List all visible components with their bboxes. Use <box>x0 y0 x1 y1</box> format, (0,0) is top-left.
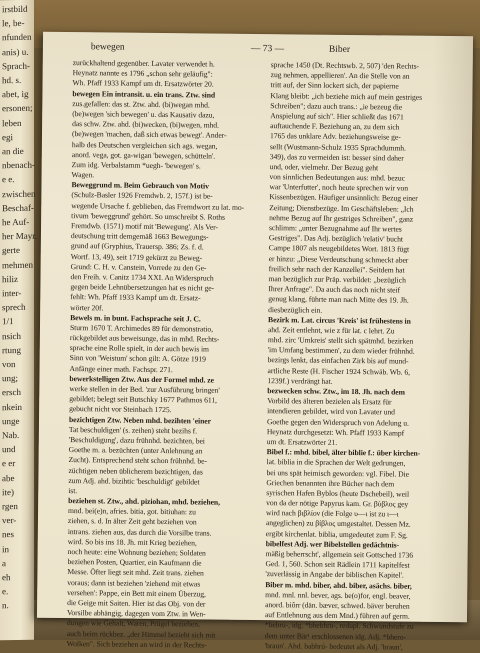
facing-page-fragment: Sprach- <box>2 60 30 72</box>
facing-page-fragment: egi <box>2 131 13 143</box>
facing-page-fragment: anis) u. <box>2 46 29 57</box>
text-line: schlimm: „unter Bezugnahme auf Ihr wertes <box>268 223 402 234</box>
text-line: ahd. Zeit entlehnt, wie z für lat. c lehrt. Zu <box>267 325 395 336</box>
text-line: Ged. 1, 560. Schon seit Rädlein 1711 kapitelfest <box>265 559 410 570</box>
text-line: Anspielung auf sich". Hier schließt das 1671 <box>270 111 404 122</box>
facing-page-fragment: a <box>2 557 6 569</box>
facing-page-fragment: irstbild <box>2 3 28 15</box>
facing-page-fragment: sprech <box>2 302 26 313</box>
text-line: Zucht). Entsprechend steht schon frühnhd. be- <box>68 455 208 466</box>
text-line: Wortf. 13, 49), seit 1719 gekürzt zu Beweg- <box>70 251 203 263</box>
facing-page-fragment: ersch <box>2 387 21 398</box>
text-line: syrischen Hafen Byblos (heute Dschebeil), weil <box>266 488 410 499</box>
facing-page-fragment: rgen <box>2 500 18 512</box>
text-line: Messe. Öfter liegt seit mhd. Zeit trans. ziehen <box>67 567 204 578</box>
text-line: deutschung tritt demgemäß 1663 Bewegungs- <box>70 231 209 242</box>
text-line: Gestriges". Das Adj. bezüglich 'relativ' bucht <box>268 233 404 244</box>
text-line: mnd. mnl. nnl. bever, ags. be(o)for, engl. beaver, <box>265 589 411 601</box>
text-line: Vorbild des älteren bezielen als Ersatz für <box>267 396 392 407</box>
facing-page-fragment: in <box>2 543 10 554</box>
text-line: 'im Umfang bestimmen', zu dem wieder frühnhd. <box>267 345 415 356</box>
facing-page-fragment: nes <box>2 529 14 540</box>
text-line: tritt auf, der Sinn lockert sich, der papierne <box>270 80 399 91</box>
text-line: Zeitung; Dienstbezüge. Im Geschäftsleben: „Ich <box>269 202 414 214</box>
facing-page-fragment: rtung <box>2 344 21 356</box>
text-line: bewegen Ein intransit. u. ein trans. Ztw. sind <box>72 88 216 100</box>
text-line: 'Beschuldigung', dazu frühnhd. bezichten, bei <box>68 434 205 446</box>
text-line: angeglichen) zu βίβλος umgestaltet. Dessen Mz. <box>265 518 411 530</box>
text-line: Bibel f.: mhd. bibel, älter biblie f.: über kirchen- <box>266 447 421 458</box>
right-headword: Biber <box>328 44 351 55</box>
facing-page-fragment: abet, ig <box>2 88 29 100</box>
text-line: bibelfest Adj. wer Bibelstellen gedächtnis- <box>265 538 400 550</box>
facing-page-fragment: hiliz <box>2 273 18 285</box>
text-line: Wh. Pfaff 1933 Kampf um dt. Ersatzwörter 20. <box>72 78 214 89</box>
text-line: dungen wie Gehalt, Waren, Prügel beziehen, <box>66 618 200 629</box>
text-line: grund auf (Gryphius, Trauersp. 386; Zs. f. d. <box>70 241 204 252</box>
text-line: gebucht nicht vor Steinbach 1725. <box>69 404 172 415</box>
text-line: den Freih. v. Canitz 1734 XXI. An Widerspruch <box>70 272 214 283</box>
text-line: fehlt: Wh. Pfaff 1933 Kampf um dt. Ersatz- <box>70 292 201 303</box>
text-line: Sturm 1670 T. Archimedes 89 für demonstratio, <box>69 322 214 334</box>
text-line: bei uns spät heimisch geworden: vgl. Fibel. Die <box>266 467 410 479</box>
text-line: nehme Bezug auf Ihr gestriges Schreiben", ganz <box>269 212 414 224</box>
facing-page-fragment: nfunden <box>2 32 32 43</box>
facing-page-fragment: an die <box>2 145 24 157</box>
text-line: Biber m. mhd. biber, ahd. biber, asächs. biber, <box>265 579 412 591</box>
text-line: Heynatz durchgesetzt: Wh. Pfaff 1933 Kampf <box>266 426 405 438</box>
facing-page-fragment: nkein <box>2 401 22 412</box>
text-line: Fremdwb. (1571) motif mit 'Bewegung'. Als Ver- <box>71 221 219 232</box>
text-line: versehen': Pappe, ein Bett mit einem Überzug, <box>67 587 206 599</box>
text-line: Tat beschuldigen' (s. zeihen) steht bezihs f. <box>68 424 198 436</box>
text-line: Kissenbezügen. Häufiger unsinnlich: Bezug einer <box>269 192 418 204</box>
text-line: war 'Unterfutter', noch heute sprechen wir von <box>269 182 409 193</box>
text-line: 1765 das unklare Adv. beziehungsweise ge- <box>269 131 401 142</box>
text-line: von sinnlichen Bedeutungen aus: mhd. bezuc <box>269 172 406 183</box>
text-line: ziehen, s. d. In älter Zeit geht beziehen von <box>67 516 197 527</box>
text-line: genug klang, führte man nach Mitte des 19. Jh. <box>268 294 409 305</box>
text-line: zurückhaltend gegenüber. Lavater verwendet h. <box>72 58 215 69</box>
text-line: Campe 1807 als neugebildetes Wort. 1813 fügt <box>268 243 410 254</box>
text-line: man bezüglich zur Präp. verbildet: „bezüglich <box>268 274 406 285</box>
facing-page-fragment: ite) <box>2 486 14 498</box>
left-headword: bewegen <box>90 42 125 53</box>
text-line: rückgebildet aus beweisunge, das in mhd. Rechts- <box>69 333 220 344</box>
text-line: Beweggrund m. Beim Gebrauch von Motiv <box>71 180 209 191</box>
facing-page-fragment: n. <box>2 600 9 611</box>
text-line: sprache eine Rolle spielt, in der auch bewis im <box>69 343 209 354</box>
text-line: dem unter Bär¹ erschlossenen idg. Adj. *bhero- <box>264 630 407 642</box>
text-line: artliche Reste (H. Fischer 1924 Schwäb. Wb. 6, <box>267 365 411 377</box>
text-line: das schw. Ztw. ahd. (bi)wecken, (bi)wegen, mhd. <box>72 119 219 130</box>
text-line: noch heute: eine Wohnung beziehen; Soldaten <box>67 547 206 558</box>
text-line: Zum idg. Verbalstamm *uegh- 'bewegen' s. <box>71 159 201 171</box>
text-line: mnd. bei(e)n, afries. bitia, got. bitiuhan: zu <box>68 506 196 517</box>
facing-page-fragment: eh <box>2 572 11 583</box>
facing-page-fragment: unge <box>2 415 20 427</box>
text-line: beziehen Posten, Quartier, ein Kaufmann die <box>67 557 202 568</box>
text-line: Heynatz nannte es 1796 „schon sehr geläufig": <box>72 68 213 79</box>
text-line: Wagen. <box>71 170 95 180</box>
text-line: von da der nötige Papyrus kam. Gr. βύβλος gey <box>266 498 409 509</box>
facing-page-fragment: Nab. <box>2 429 20 441</box>
text-line: intrans. ziehen aus, das durch die Vorsilbe trans. <box>67 526 212 538</box>
text-line: wegende Ursache f. geblieben, das Fremdwort zu lat. mo- <box>71 200 245 212</box>
text-line: Vorsilbe abhängig, dagegen vom Ztw. in Wen- <box>66 608 206 619</box>
text-line: *bebru-, idg. *bhebhru-, redupl. Schwundstufe zu <box>264 620 414 631</box>
text-line: auch beim rückbez. „der Himmel bezieht sich mit <box>66 628 216 640</box>
text-line: diesbezüglich ein. <box>268 304 323 315</box>
text-line: freilich sehr nach der Kanzellei". Seitdem hat <box>268 263 405 275</box>
right-column <box>264 60 459 652</box>
text-line: wird nach βιβλίον (die Folge υ—ι ist zu ι—ι <box>266 508 399 519</box>
text-line: und, oder, vielmehr. Der Bezug geht <box>269 162 379 173</box>
text-line: sprache 1450 (Dt. Rechtswb. 2, 507) 'den Rechts- <box>270 60 420 71</box>
facing-page-fragment: von <box>2 359 16 370</box>
text-line: er hinzu: „Diese Verdeutschung schmeckt aber <box>268 253 409 265</box>
text-line: Klang bleibt: „ich beziehe mich auf mein gestriges <box>270 90 423 102</box>
facing-page-fragment: abe <box>2 472 15 483</box>
text-line: Bewels m. in bunt. Fachsprache seit J. C. <box>70 312 201 324</box>
facing-page-fragment: her Mayr. <box>2 230 37 242</box>
text-line: 'zuverlässig in Angabe der biblischen Kapitel'. <box>265 569 404 580</box>
text-line: zug nehmen, appellieren'. An die Stelle von an <box>270 70 410 81</box>
page-number: — 73 — <box>250 43 285 55</box>
text-line: (Schulz-Basler 1926 Fremdwb. 2, 157f.) ist be- <box>71 190 213 201</box>
text-line: die Geige mit Saiten. Hier ist das Obj. von der <box>67 597 206 609</box>
text-line: Goethe gegen den Widerspruch von Adelung u. <box>266 416 409 428</box>
facing-page-fragment: mehmen <box>2 259 33 270</box>
text-line: zum Adj. ahd. bizihtic 'beschuldigt' gebildet <box>68 475 200 487</box>
text-line: 349), das zu vermeiden ist: besser sind daher <box>269 151 404 163</box>
text-line: Grund: C. H. v. Canstein, Vorrede zu den Ge- <box>70 261 207 273</box>
text-line: tivum 'beweggrund' gehört. So umschreibt S. Roths <box>71 210 226 222</box>
text-line: bewerkstelligen Ztw. Aus der Formel mhd. ze <box>69 373 215 385</box>
text-line: Griechen benannten ihre Bücher nach dem <box>266 477 395 489</box>
facing-page-fragment: le, be- <box>2 18 25 29</box>
text-line: um dt. Ersatzwörter 21. <box>266 437 338 447</box>
facing-page-fragment: he Auf- <box>2 216 30 228</box>
text-line: (be)wegen 'sich bewegen' u. das Kausativ dazu, <box>72 109 215 120</box>
text-line: gegen beide Lehnübersetzungen hat es nicht ge- <box>70 282 215 293</box>
text-line: wörter 20f. <box>70 302 104 312</box>
left-column <box>66 58 261 650</box>
text-line: Schreiben"; dazu auch trans.: „ie bezeug die <box>270 100 403 112</box>
text-line: zus.gefallen: das st. Ztw. ahd. (bi)wegan mhd. <box>72 98 210 110</box>
text-line: bezichtigen Ztw. Neben mhd. bezihten 'einer <box>68 414 211 426</box>
text-line: voraus; dann ist beziehen 'ziehend mit etwas <box>67 577 201 589</box>
facing-page-fragment: hd. s. <box>2 74 22 86</box>
text-line: lat. biblia in die Sprachen der Welt gedrungen, <box>266 457 406 468</box>
text-line: intendieren gebildet, wird von Lavater und <box>267 406 395 417</box>
facing-page-fragment: zwischen <box>2 188 36 199</box>
text-line: anord. vega, got. ga-wigan 'bewegen, schütteln'. <box>71 149 216 161</box>
text-line: 'braun'. Ahd. babhrú- bedeutet als Adj. 'braun', <box>264 640 403 652</box>
facing-page-fragment: ver- <box>2 515 17 526</box>
text-line: wird. So bis ins 18. Jh. mit Krieg beziehen, <box>67 536 197 548</box>
text-line: mäßig beherrscht', allgemein seit Gottsched 1736 <box>265 549 414 560</box>
facing-page-fragment: leben <box>2 117 22 128</box>
text-line: ergibt kirchenlat. biblia, umgedeutet zum F. Sg. <box>265 528 408 540</box>
text-line: bezwecken schw. Ztw., im 18. Jh. nach dem <box>267 386 405 397</box>
text-line: auftauchende F. Beziehung an, zu dem sich <box>270 121 400 132</box>
text-line: halb des Deutschen vergleichen sich ags. wegan, <box>71 139 218 151</box>
facing-page-fragment: e er <box>2 458 16 469</box>
facing-page-fragment: 1/1 <box>2 316 14 327</box>
text-line: sellt (Wustmann-Schulz 1935 Sprachdummh. <box>269 141 406 153</box>
facing-page-fragment: ung; <box>2 373 19 384</box>
facing-page-edge <box>0 0 37 640</box>
facing-page-fragment: e. <box>2 586 9 597</box>
dictionary-page <box>37 32 473 652</box>
text-line: (be)wegen 'machen, daß sich etwas bewegt'. Ander- <box>71 129 227 141</box>
facing-page-fragment: ersonen; <box>2 103 33 114</box>
text-line: gebildet; belegt seit Butschky 1677 Pathmos 611, <box>69 394 217 405</box>
text-line: 1239f.) verdrängt hat. <box>267 375 333 386</box>
facing-page-fragment: e e. <box>2 174 15 185</box>
text-line: mhd. zirc 'Umkreis' stellt sich spätmhd. bezirken <box>267 335 414 346</box>
text-line: beziehen st. Ztw., ahd. piziohan, mhd. beziehen, <box>68 496 221 507</box>
text-line: werke stellen in der Bed. 'zur Ausführung bringen' <box>69 384 220 395</box>
text-line: auf Entlehnung aus dem Mnd.) führen auf germ. <box>264 610 410 621</box>
facing-page-fragment: nbenach- <box>2 159 35 171</box>
text-line: Wolken". Sich beziehen an wird in der Rechts- <box>66 638 207 650</box>
text-line: anord. biôrr (dän. bæver, schwed. bäver beruhen <box>265 600 410 611</box>
text-line: Anfänge einer math. Fachspr. 271. <box>69 363 173 374</box>
text-line: Goethe m. a. bezüchten (unter Anlehnung an <box>68 445 203 456</box>
facing-page-fragment: Beschaf- <box>2 202 34 214</box>
text-line: bezirgs lenkt, das einfachen Zirk bis auf mund- <box>267 355 409 367</box>
text-line: Sinn von 'Weistum' schon gilt: A. Götze 1919 <box>69 353 206 364</box>
facing-page-fragment: inter- <box>2 287 22 299</box>
facing-page-fragment: und <box>2 444 16 455</box>
facing-page-fragment: gerte <box>2 245 20 256</box>
text-line: züchtigen neben üblicherem bezichtigen, das <box>68 465 203 476</box>
text-line: ist. <box>68 485 78 496</box>
facing-page-fragment: nsich <box>2 330 21 341</box>
text-line: Ihrer Anfrage". Da auch das noch nicht steif <box>268 284 401 295</box>
text-line: Bezirk m. Lat. circus 'Kreis' ist frühestens in <box>268 314 411 326</box>
